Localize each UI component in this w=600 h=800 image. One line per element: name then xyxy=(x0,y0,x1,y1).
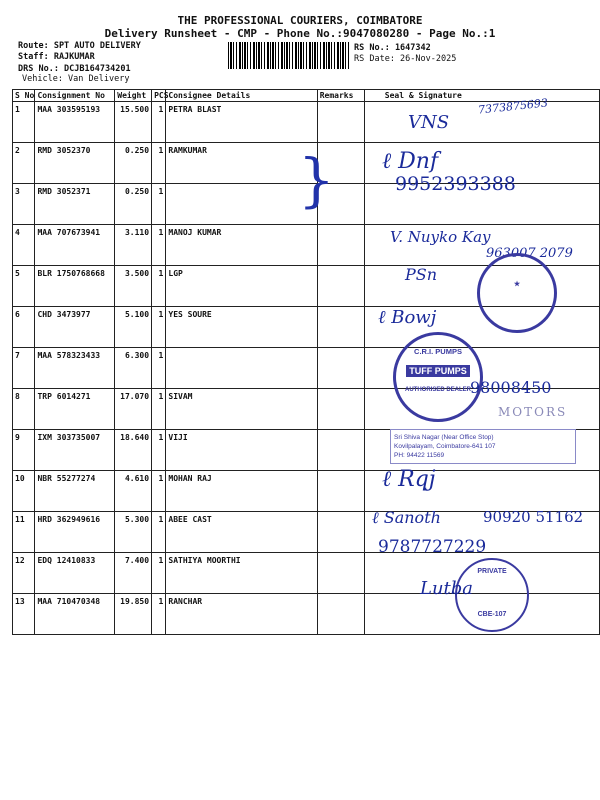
cell-sno: 1 xyxy=(13,102,35,143)
cell-consignment: MAA 303595193 xyxy=(35,102,115,143)
cell-remarks xyxy=(317,102,364,143)
cell-consignee: MANOJ KUMAR xyxy=(166,225,317,266)
cell-consignee: RANCHAR xyxy=(166,594,317,635)
document-subtitle: Delivery Runsheet - CMP - Phone No.:9047080280 - Page No.:1 xyxy=(104,27,496,40)
round-stamp: ★ xyxy=(477,253,557,333)
cell-remarks xyxy=(317,430,364,471)
cell-consignment: IXM 303735007 xyxy=(35,430,115,471)
cell-sno: 6 xyxy=(13,307,35,348)
cell-sno: 3 xyxy=(13,184,35,225)
cell-weight: 5.300 xyxy=(115,512,152,553)
cell-consignment: CHD 3473977 xyxy=(35,307,115,348)
cell-weight: 0.250 xyxy=(115,184,152,225)
signature-mark-13: Lutba xyxy=(420,578,474,599)
cell-weight: 4.610 xyxy=(115,471,152,512)
cell-pcs: 1 xyxy=(152,512,166,553)
cell-consignment: MAA 710470348 xyxy=(35,594,115,635)
cell-consignee: LGP xyxy=(166,266,317,307)
vehicle-label: Vehicle: Van Delivery xyxy=(22,74,130,84)
address-stamp xyxy=(390,429,576,464)
cell-consignee: RAMKUMAR xyxy=(166,143,317,184)
signature-mark-1: VNS xyxy=(408,112,450,133)
signature-row-8: 98008450 xyxy=(470,378,552,397)
cell-pcs: 1 xyxy=(152,594,166,635)
cell-weight: 18.640 xyxy=(115,430,152,471)
cell-consignment: EDQ 12410833 xyxy=(35,553,115,594)
cell-consignee: YES SOURE xyxy=(166,307,317,348)
col-signature: Seal & Signature xyxy=(364,90,599,102)
signature-row-3: 9952393388 xyxy=(395,173,516,195)
signature-mark-5: PSn xyxy=(405,265,438,284)
cell-pcs: 1 xyxy=(152,348,166,389)
table-row xyxy=(13,471,600,512)
pumps-stamp-bottom: AUTHORISED DEALER xyxy=(404,387,471,393)
cell-pcs: 1 xyxy=(152,102,166,143)
motors-stamp: MOTORS xyxy=(498,405,568,419)
cell-consignment: RMD 3052371 xyxy=(35,184,115,225)
cell-consignee: ABEE CAST xyxy=(166,512,317,553)
route-label: Route: SPT AUTO DELIVERY xyxy=(18,41,141,51)
cell-sno: 4 xyxy=(13,225,35,266)
cell-weight: 3.500 xyxy=(115,266,152,307)
cell-consignment: HRD 362949616 xyxy=(35,512,115,553)
address-line-1: Sri Shiva Nagar (Near Office Stop) xyxy=(394,434,494,441)
cell-remarks xyxy=(317,348,364,389)
pumps-stamp-brand: TUFF PUMPS xyxy=(406,365,470,377)
cell-pcs: 1 xyxy=(152,430,166,471)
cell-consignment: BLR 1750768668 xyxy=(35,266,115,307)
cell-consignment: RMD 3052370 xyxy=(35,143,115,184)
signature-mark-10: ℓ Rqj xyxy=(382,467,436,492)
pumps-stamp xyxy=(393,332,483,422)
cell-consignee: SIVAM xyxy=(166,389,317,430)
col-pcs: PCS xyxy=(152,90,166,102)
pumps-stamp-top: C.R.I. PUMPS xyxy=(414,347,462,356)
cell-remarks xyxy=(317,389,364,430)
document-title: THE PROFESSIONAL COURIERS, COIMBATORE xyxy=(177,14,423,27)
col-remarks: Remarks xyxy=(317,90,364,102)
cell-pcs: 1 xyxy=(152,143,166,184)
signature-mark-6: ℓ Bowj xyxy=(378,307,437,328)
cell-weight: 3.110 xyxy=(115,225,152,266)
cell-consignment: MAA 578323433 xyxy=(35,348,115,389)
cell-consignee: PETRA BLAST xyxy=(166,102,317,143)
rs-date: RS Date: 26-Nov-2025 xyxy=(354,54,457,64)
signature-mark-4: V. Nuyko Kay xyxy=(390,228,491,246)
cell-weight: 5.100 xyxy=(115,307,152,348)
cell-pcs: 1 xyxy=(152,307,166,348)
cell-weight: 19.850 xyxy=(115,594,152,635)
cell-pcs: 1 xyxy=(152,184,166,225)
cell-sno: 2 xyxy=(13,143,35,184)
staff-label: Staff: RAJKUMAR xyxy=(18,52,95,62)
signature-row-1: 7373875693 xyxy=(477,96,549,117)
cell-weight: 17.070 xyxy=(115,389,152,430)
cell-consignee xyxy=(166,348,317,389)
cell-remarks xyxy=(317,471,364,512)
cell-remarks xyxy=(317,225,364,266)
cell-sno: 10 xyxy=(13,471,35,512)
cell-pcs: 1 xyxy=(152,225,166,266)
cell-pcs: 1 xyxy=(152,389,166,430)
cell-weight: 0.250 xyxy=(115,143,152,184)
cell-consignment: MAA 707673941 xyxy=(35,225,115,266)
cell-consignment: NBR 55277274 xyxy=(35,471,115,512)
cell-remarks xyxy=(317,266,364,307)
cell-weight: 6.300 xyxy=(115,348,152,389)
cell-remarks xyxy=(317,512,364,553)
bottom-stamp-text: PRIVATE xyxy=(477,568,507,575)
col-weight: Weight xyxy=(115,90,152,102)
address-line-3: PH: 94422 11569 xyxy=(394,452,445,459)
col-sno: S No xyxy=(13,90,35,102)
bracket-mark: } xyxy=(298,146,335,214)
cell-sno: 8 xyxy=(13,389,35,430)
cell-pcs: 1 xyxy=(152,553,166,594)
cell-remarks xyxy=(317,553,364,594)
cell-pcs: 1 xyxy=(152,266,166,307)
cell-sno: 9 xyxy=(13,430,35,471)
cell-sno: 11 xyxy=(13,512,35,553)
cell-consignee: MOHAN RAJ xyxy=(166,471,317,512)
cell-sno: 12 xyxy=(13,553,35,594)
col-consignee: Consignee Details xyxy=(166,90,317,102)
cell-sno: 13 xyxy=(13,594,35,635)
cell-sno: 5 xyxy=(13,266,35,307)
address-line-2: Kovilpalayam, Coimbatore-641 107 xyxy=(394,443,496,450)
cell-pcs: 1 xyxy=(152,471,166,512)
signature-row-4: 963007 2079 xyxy=(486,246,573,261)
cell-remarks xyxy=(317,307,364,348)
bottom-stamp-code: CBE-107 xyxy=(477,611,507,618)
cell-weight: 15.500 xyxy=(115,102,152,143)
cell-consignee xyxy=(166,184,317,225)
cell-consignment: TRP 6014271 xyxy=(35,389,115,430)
signature-row-12: 9787727229 xyxy=(378,537,487,557)
cell-consignee: SATHIYA MOORTHI xyxy=(166,553,317,594)
rs-number: RS No.: 1647342 xyxy=(354,43,431,53)
signature-row-11: 90920 51162 xyxy=(483,508,584,526)
drs-number: DRS No.: DCJB164734201 xyxy=(18,64,131,74)
col-consignment: Consignment No xyxy=(35,90,115,102)
barcode xyxy=(228,42,350,69)
cell-remarks xyxy=(317,594,364,635)
signature-mark-11: ℓ Sanoth xyxy=(372,508,441,527)
signature-mark-2: ℓ Dnf xyxy=(382,149,439,174)
cell-consignee: VIJI xyxy=(166,430,317,471)
cell-weight: 7.400 xyxy=(115,553,152,594)
cell-sno: 7 xyxy=(13,348,35,389)
